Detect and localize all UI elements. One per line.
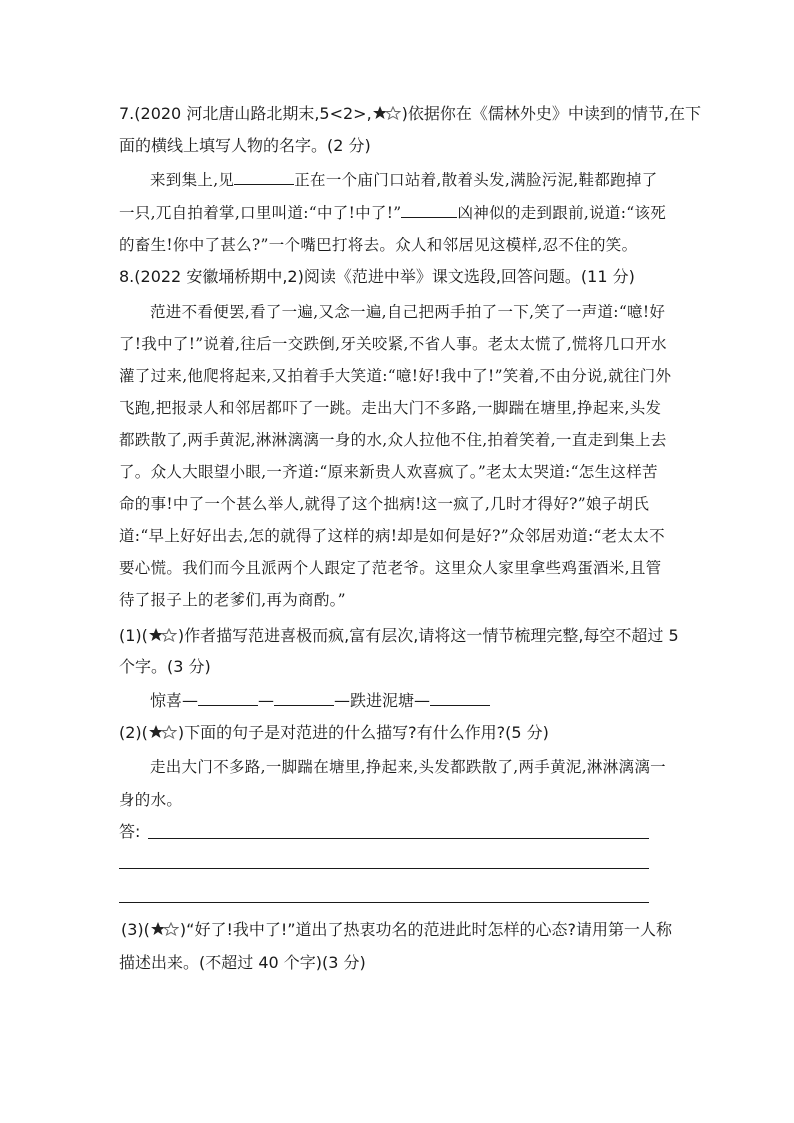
q8-passage-line: 了。众人大眼望小眼,一齐道:“原来新贵人欢喜疯了。”老太太哭道:“怎生这样苦 bbox=[119, 463, 658, 481]
q7-passage-line3: 的畜生!你中了甚么?”一个嘴巴打将去。众人和邻居见这模样,忍不住的笑。 bbox=[119, 236, 638, 254]
q7-stem-line2: 面的横线上填写人物的名字。(2 分) bbox=[119, 136, 371, 155]
chain-middle: —跌进泥塘— bbox=[334, 691, 431, 710]
q7-passage-text: 来到集上,见 bbox=[150, 171, 235, 189]
answer-line-2[interactable] bbox=[119, 868, 649, 869]
chain-blank-3[interactable] bbox=[430, 691, 490, 706]
q8-passage-line: 道:“早上好好出去,怎的就得了这样的病!却是如何是好?”众邻居劝道:“老太太不 bbox=[119, 527, 665, 545]
q8-sub1-number: (1)( bbox=[119, 626, 148, 645]
chain-blank-2[interactable] bbox=[274, 691, 334, 706]
q8-passage-line: 命的事!中了一个甚么举人,就得了这个拙病!这一疯了,几时才得好?”娘子胡氏 bbox=[119, 495, 650, 513]
q7-blank-2[interactable] bbox=[401, 203, 457, 218]
q8-passage-line: 飞跑,把报录人和邻居都吓了一跳。走出大门不多路,一脚踹在塘里,挣起来,头发 bbox=[119, 399, 662, 417]
q7-stem-text: )依据你在《儒林外史》中读到的情节,在下 bbox=[401, 104, 702, 123]
q8-passage-line: 灌了过来,他爬将起来,又拍着手大笑道:“噫!好!我中了!”笑着,不由分说,就往门外 bbox=[119, 367, 672, 385]
chain-blank-1[interactable] bbox=[198, 691, 258, 706]
q8-sub3-text: )“好了!我中了!”道出了热衷功名的范进此时怎样的心态?请用第一人称 bbox=[179, 920, 673, 939]
star-rating-icon bbox=[149, 628, 177, 642]
q8-sub1-line2: 个字。(3 分) bbox=[119, 657, 211, 676]
answer-line-1[interactable] bbox=[148, 838, 649, 839]
star-rating-icon bbox=[373, 106, 401, 120]
q8-sub3-line1 bbox=[121, 920, 672, 940]
q7-stem-line1 bbox=[119, 104, 701, 124]
chain-dash: — bbox=[258, 691, 275, 710]
q8-sub2-quote-line2: 身的水。 bbox=[119, 791, 183, 809]
q7-blank-1[interactable] bbox=[234, 170, 294, 185]
chain-start: 惊喜— bbox=[150, 691, 199, 710]
q8-sub3-line2: 描述出来。(不超过 40 个字)(3 分) bbox=[119, 953, 366, 972]
q7-passage-line2 bbox=[119, 203, 666, 223]
q8-passage-line: 都跌散了,两手黄泥,淋淋漓漓一身的水,众人拉他不住,拍着笑着,一直走到集上去 bbox=[119, 431, 667, 449]
q7-passage-text: 凶神似的走到跟前,说道:“该死 bbox=[457, 204, 667, 222]
q8-passage-line: 了!我中了!”说着,往后一交跌倒,牙关咬紧,不省人事。老太太慌了,慌将几口开水 bbox=[119, 335, 667, 353]
q8-sub1-chain bbox=[150, 691, 490, 711]
q8-sub1-line1 bbox=[119, 626, 679, 646]
q8-sub2-number: (2)( bbox=[119, 723, 148, 742]
q8-sub2-line1 bbox=[119, 723, 549, 743]
star-rating-icon bbox=[149, 725, 177, 739]
q8-sub1-text: )作者描写范进喜极而疯,富有层次,请将这一情节梳理完整,每空不超过 5 bbox=[177, 626, 679, 645]
q8-passage-line: 待了报子上的老爹们,再为商酌。” bbox=[119, 591, 346, 609]
answer-label: 答: bbox=[119, 822, 141, 841]
q7-passage-text: 一只,兀自拍着掌,口里叫道:“中了!中了!” bbox=[119, 204, 402, 222]
star-rating-icon bbox=[151, 922, 179, 936]
q8-passage-line: 范进不看便罢,看了一遍,又念一遍,自己把两手拍了一下,笑了一声道:“噫!好 bbox=[150, 303, 666, 321]
q8-sub2-quote-line1: 走出大门不多路,一脚踹在塘里,挣起来,头发都跌散了,两手黄泥,淋淋漓漓一 bbox=[150, 758, 666, 776]
q8-sub3-number: (3)( bbox=[121, 920, 150, 939]
answer-line-3[interactable] bbox=[119, 902, 649, 903]
q7-passage-text: 正在一个庙门口站着,散着头发,满脸污泥,鞋都跑掉了 bbox=[294, 171, 658, 189]
q8-passage-line: 要心慌。我们而今且派两个人跟定了范老爷。这里众人家里拿些鸡蛋酒米,且管 bbox=[119, 559, 662, 577]
q7-passage-line1 bbox=[150, 170, 658, 190]
q7-source: 7.(2020 河北唐山路北期末,5<2>, bbox=[119, 104, 372, 123]
q8-title: 8.(2022 安徽埇桥期中,2)阅读《范进中举》课文选段,回答问题。(11 分) bbox=[119, 267, 635, 286]
q8-sub2-text: )下面的句子是对范进的什么描写?有什么作用?(5 分) bbox=[177, 723, 549, 742]
